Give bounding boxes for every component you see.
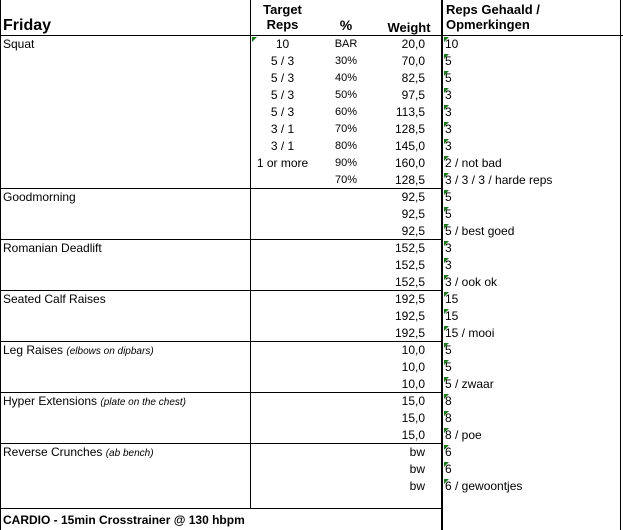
reps-done-cell[interactable]: 6 xyxy=(445,445,452,459)
percent-cell[interactable]: 50% xyxy=(334,89,358,101)
cardio-note[interactable]: CARDIO - 15min Crosstrainer @ 130 hbpm xyxy=(3,513,245,527)
reps-done-cell[interactable]: 5 xyxy=(445,343,452,357)
exercise-name[interactable] xyxy=(3,189,248,206)
target-reps-cell[interactable]: 3 / 1 xyxy=(270,122,295,136)
exercise-name[interactable] xyxy=(3,36,248,53)
exercise-name[interactable] xyxy=(3,342,248,360)
cell-comment-marker-icon xyxy=(444,479,449,484)
reps-done-cell[interactable]: 5 xyxy=(445,71,452,85)
exercise-name-label: Hyper Extensions xyxy=(3,394,98,408)
percent-cell[interactable]: 70% xyxy=(334,174,358,186)
reps-done-cell[interactable]: 6 / gewoontjes xyxy=(445,479,523,493)
target-reps-cell[interactable]: 1 or more xyxy=(256,156,309,170)
exercise-name-label: Romanian Deadlift xyxy=(3,241,102,255)
weight-cell[interactable]: 152,5 xyxy=(394,241,425,255)
weight-cell[interactable]: bw xyxy=(409,462,425,476)
weight-cell[interactable]: 10,0 xyxy=(401,377,425,391)
weight-cell[interactable]: 82,5 xyxy=(401,71,425,85)
weight-cell[interactable]: 152,5 xyxy=(394,258,425,272)
percent-cell[interactable]: 40% xyxy=(334,72,358,84)
reps-done-cell[interactable]: 15 xyxy=(445,309,459,323)
reps-done-cell[interactable]: 3 xyxy=(445,241,452,255)
weight-cell[interactable]: 160,0 xyxy=(394,156,425,170)
outer-border-right xyxy=(620,0,621,530)
outer-border-left xyxy=(0,0,1,530)
cell-comment-marker-icon xyxy=(444,462,449,467)
cardio-divider xyxy=(0,508,443,509)
weight-cell[interactable]: 145,0 xyxy=(394,139,425,153)
header-bottom-border xyxy=(0,35,623,36)
percent-cell[interactable]: 30% xyxy=(334,55,358,67)
exercise-name[interactable] xyxy=(3,291,248,308)
target-reps-cell[interactable]: 10 xyxy=(275,37,290,51)
reps-done-cell[interactable]: 5 xyxy=(445,207,452,221)
cell-comment-marker-icon xyxy=(444,428,449,433)
cell-comment-marker-icon xyxy=(444,394,449,399)
weight-cell[interactable]: 192,5 xyxy=(394,292,425,306)
reps-done-cell[interactable]: 3 xyxy=(445,139,452,153)
weight-cell[interactable]: 192,5 xyxy=(394,309,425,323)
weight-cell[interactable]: bw xyxy=(409,479,425,493)
header-reps-done[interactable]: Reps Gehaald / Opmerkingen xyxy=(446,2,540,32)
column-divider xyxy=(441,0,443,530)
reps-done-cell[interactable]: 6 xyxy=(445,462,452,476)
reps-done-cell[interactable]: 5 xyxy=(445,190,452,204)
percent-cell[interactable]: 90% xyxy=(334,157,358,169)
target-reps-cell[interactable]: 5 / 3 xyxy=(270,71,295,85)
cell-comment-marker-icon xyxy=(444,54,449,59)
cell-comment-marker-icon xyxy=(444,224,449,229)
cell-comment-marker-icon xyxy=(444,105,449,110)
weight-cell[interactable]: 70,0 xyxy=(401,54,425,68)
section-divider xyxy=(0,188,443,189)
reps-done-cell[interactable]: 8 / poe xyxy=(445,428,482,442)
target-reps-cell[interactable]: 5 / 3 xyxy=(270,54,295,68)
reps-done-cell[interactable]: 8 xyxy=(445,411,452,425)
reps-done-cell[interactable]: 10 xyxy=(445,37,459,51)
exercise-name[interactable] xyxy=(3,240,248,257)
cell-comment-marker-icon xyxy=(444,445,449,450)
cell-comment-marker-icon xyxy=(444,37,449,42)
target-reps-cell[interactable]: 5 / 3 xyxy=(270,105,295,119)
exercise-name-label: Leg Raises xyxy=(3,343,64,357)
column-divider xyxy=(250,0,251,508)
exercise-name[interactable] xyxy=(3,444,248,462)
weight-cell[interactable]: 113,5 xyxy=(395,105,425,119)
exercise-name-label: Seated Calf Raises xyxy=(3,292,106,306)
weight-cell[interactable]: 128,5 xyxy=(394,173,425,187)
percent-cell[interactable]: 80% xyxy=(334,140,358,152)
target-reps-cell[interactable]: 5 / 3 xyxy=(270,88,295,102)
reps-done-cell[interactable]: 3 / ook ok xyxy=(445,275,498,289)
reps-done-cell[interactable]: 3 xyxy=(445,258,452,272)
exercise-note: (ab bench) xyxy=(105,448,154,459)
weight-cell[interactable]: 10,0 xyxy=(401,343,425,357)
cell-comment-marker-icon xyxy=(444,122,449,127)
cell-comment-marker-icon xyxy=(444,173,449,178)
day-title: Friday xyxy=(3,17,52,34)
cell-comment-marker-icon xyxy=(444,360,449,365)
weight-cell[interactable]: 15,0 xyxy=(401,411,425,425)
section-divider xyxy=(0,392,443,393)
cell-comment-marker-icon xyxy=(444,139,449,144)
weight-cell[interactable]: 97,5 xyxy=(401,88,425,102)
cell-comment-marker-icon xyxy=(444,377,449,382)
exercise-name-label: Reverse Crunches xyxy=(3,445,103,459)
cell-comment-marker-icon xyxy=(444,343,449,348)
percent-cell[interactable]: 70% xyxy=(334,123,358,135)
cell-comment-marker-icon xyxy=(444,326,449,331)
reps-done-cell[interactable]: 3 xyxy=(445,88,452,102)
exercise-name-label: Goodmorning xyxy=(3,190,76,204)
section-divider xyxy=(0,341,443,342)
cell-comment-marker-icon xyxy=(444,71,449,76)
reps-done-cell[interactable]: 5 / best goed xyxy=(445,224,515,238)
cell-comment-marker-icon xyxy=(444,292,449,297)
percent-cell[interactable]: BAR xyxy=(334,38,358,50)
cell-comment-marker-icon xyxy=(444,88,449,93)
reps-done-cell[interactable]: 8 xyxy=(445,394,452,408)
reps-done-cell[interactable]: 5 xyxy=(445,54,452,68)
reps-done-cell[interactable]: 3 xyxy=(445,122,452,136)
header-percent[interactable]: % xyxy=(339,17,353,33)
cell-comment-marker-icon xyxy=(444,309,449,314)
reps-done-cell[interactable]: 5 / zwaar xyxy=(445,377,494,391)
weight-cell[interactable]: 92,5 xyxy=(401,224,425,238)
weight-cell[interactable]: 15,0 xyxy=(401,394,425,408)
cell-comment-marker-icon xyxy=(444,411,449,416)
weight-cell[interactable]: 92,5 xyxy=(401,190,425,204)
weight-cell[interactable]: 15,0 xyxy=(401,428,425,442)
target-reps-cell[interactable]: 3 / 1 xyxy=(270,139,295,153)
weight-cell[interactable]: 92,5 xyxy=(401,207,425,221)
exercise-note: (elbows on dipbars) xyxy=(66,346,154,357)
weight-cell[interactable]: 128,5 xyxy=(394,122,425,136)
cell-comment-marker-icon xyxy=(444,207,449,212)
cell-comment-marker-icon xyxy=(444,190,449,195)
weight-cell[interactable]: bw xyxy=(409,445,425,459)
weight-cell[interactable]: 192,5 xyxy=(394,326,425,340)
header-weight[interactable]: Weight xyxy=(387,20,431,35)
reps-done-cell[interactable]: 15 / mooi xyxy=(445,326,495,340)
cell-comment-marker-icon xyxy=(252,37,257,42)
header-target-reps[interactable]: Target Reps xyxy=(263,2,302,32)
section-divider xyxy=(0,290,443,291)
weight-cell[interactable]: 20,0 xyxy=(401,37,425,51)
reps-done-cell[interactable]: 5 xyxy=(445,360,452,374)
section-divider xyxy=(0,443,443,444)
cell-comment-marker-icon xyxy=(444,156,449,161)
exercise-name[interactable] xyxy=(3,393,248,411)
reps-done-cell[interactable]: 2 / not bad xyxy=(445,156,502,170)
exercise-name-label: Squat xyxy=(3,37,35,51)
cell-comment-marker-icon xyxy=(444,258,449,263)
reps-done-cell[interactable]: 15 xyxy=(445,292,459,306)
weight-cell[interactable]: 152,5 xyxy=(394,275,425,289)
weight-cell[interactable]: 10,0 xyxy=(401,360,425,374)
cell-comment-marker-icon xyxy=(444,275,449,280)
exercise-note: (plate on the chest) xyxy=(100,397,186,408)
section-divider xyxy=(0,239,443,240)
percent-cell[interactable]: 60% xyxy=(334,106,358,118)
reps-done-cell[interactable]: 3 / 3 / 3 / harde reps xyxy=(445,173,553,187)
cell-comment-marker-icon xyxy=(444,241,449,246)
reps-done-cell[interactable]: 3 xyxy=(445,105,452,119)
